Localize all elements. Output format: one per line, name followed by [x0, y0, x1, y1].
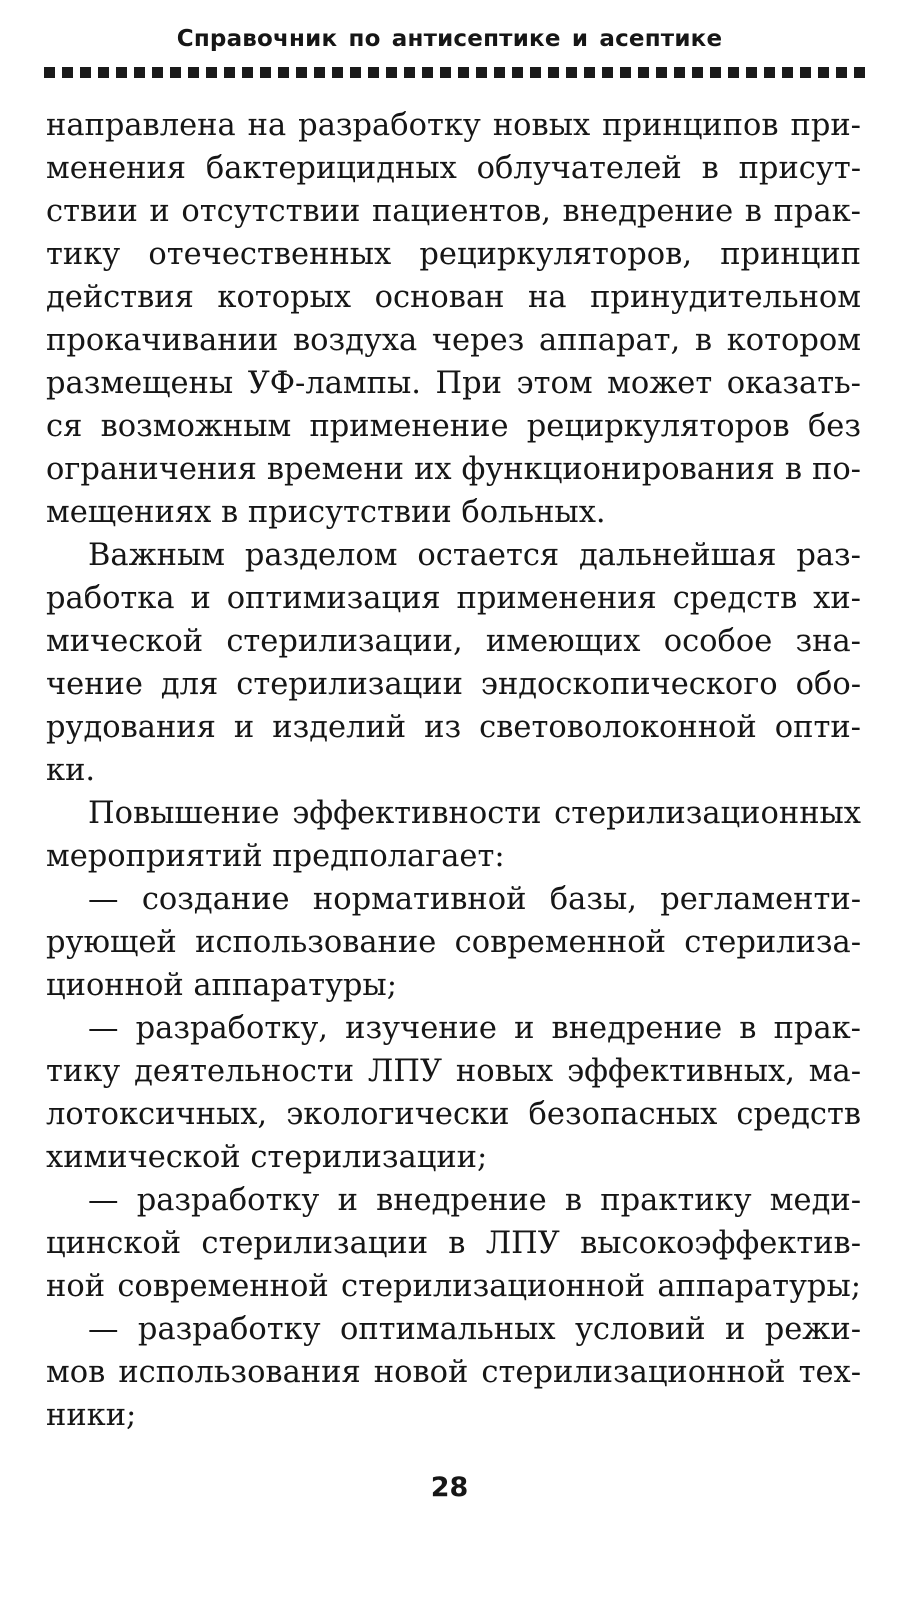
text-line: — создание нормативной базы, регламенти- — [88, 882, 861, 917]
text-line: мической стерилизации, имеющих особое зна- — [46, 624, 861, 659]
body-text — [46, 104, 861, 1437]
text-line: размещены УФ-лампы. При этом может оказать- — [46, 366, 861, 401]
text-line: ционной аппаратуры; — [46, 968, 397, 1003]
text-line: ки. — [46, 753, 96, 788]
text-line: Важным разделом остается дальнейшая раз- — [88, 538, 861, 573]
text-line: чение для стерилизации эндоскопического обо- — [46, 667, 861, 702]
text-line: — разработку и внедрение в практику меди- — [88, 1183, 861, 1218]
text-line: тику отечественных рециркуляторов, принцип — [46, 237, 861, 272]
text-line: — разработку оптимальных условий и режи- — [88, 1312, 861, 1347]
text-line: лотоксичных, экологически безопасных средств — [46, 1097, 861, 1132]
text-line: цинской стерилизации в ЛПУ высокоэффектив- — [46, 1226, 861, 1261]
page-number: 28 — [430, 1472, 469, 1503]
text-line: — разработку, изучение и внедрение в прак- — [88, 1011, 861, 1046]
text-line: менения бактерицидных облучателей в присут- — [46, 151, 861, 186]
text-line: мероприятий предполагает: — [46, 839, 505, 874]
text-line: рудования и изделий из световолоконной опти- — [46, 710, 861, 745]
text-line: действия которых основан на принудительном — [46, 280, 861, 315]
running-header-title: Справочник по антисептике и асептике — [176, 26, 723, 52]
text-line: работка и оптимизация применения средств хи- — [46, 581, 861, 616]
text-line: ся возможным применение рециркуляторов без — [46, 409, 861, 444]
text-line: направлена на разработку новых принципов при- — [46, 108, 861, 143]
text-line: ной современной стерилизационной аппаратуры; — [46, 1269, 861, 1304]
header-dotted-rule — [44, 67, 866, 78]
text-line: рующей использование современной стерилиза- — [46, 925, 861, 960]
text-line: тику деятельности ЛПУ новых эффективных, ма- — [46, 1054, 861, 1089]
text-line: ствии и отсутствии пациентов, внедрение в прак- — [46, 194, 861, 229]
text-line: прокачивании воздуха через аппарат, в котором — [46, 323, 861, 358]
text-line: химической стерилизации; — [46, 1140, 488, 1175]
text-line: ники; — [46, 1398, 137, 1433]
text-line: мов использования новой стерилизационной тех- — [46, 1355, 861, 1390]
text-line: мещениях в присутствии больных. — [46, 495, 606, 530]
text-line: Повышение эффективности стерилизационных — [88, 796, 861, 831]
text-line: ограничения времени их функционирования в по- — [46, 452, 861, 487]
